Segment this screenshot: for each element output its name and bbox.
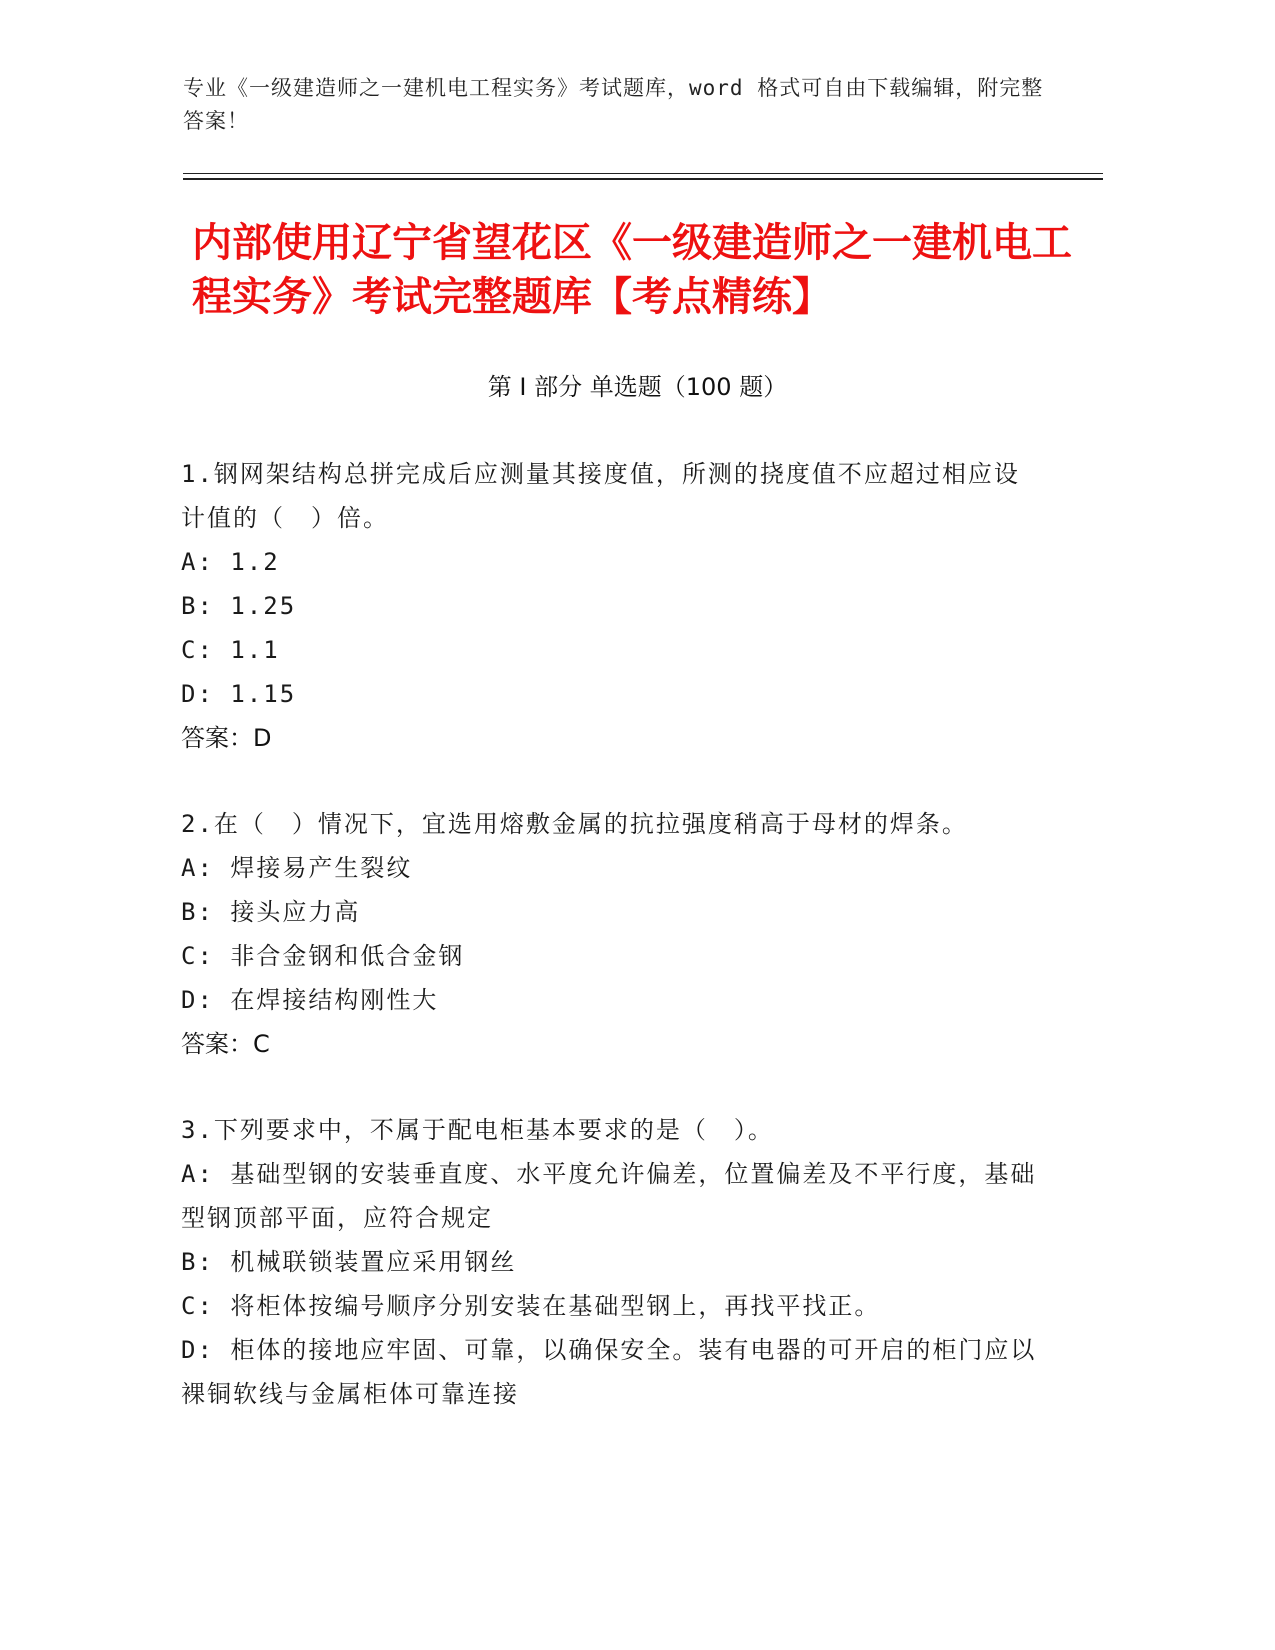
header-divider-thick xyxy=(183,178,1103,180)
option-c: C: 非合金钢和低合金钢 xyxy=(181,942,465,970)
header-note: 专业《一级建造师之一建机电工程实务》考试题库，word 格式可自由下载编辑，附完整答案！ xyxy=(183,76,1044,133)
option-b: B: 机械联锁装置应采用钢丝 xyxy=(181,1248,517,1276)
option-c: C: 将柜体按编号顺序分别安装在基础型钢上，再找平找正。 xyxy=(181,1292,881,1320)
question-list xyxy=(181,452,1041,1458)
option-c: C: 1.1 xyxy=(181,636,280,664)
question-stem: 1.钢网架结构总拼完成后应测量其接度值，所测的挠度值不应超过相应设计值的（ ）倍。 xyxy=(181,460,1020,532)
option-d: D: 柜体的接地应牢固、可靠，以确保安全。装有电器的可开启的柜门应以裸铜软线与金属柜体可靠连接 xyxy=(181,1336,1037,1408)
question-2 xyxy=(181,802,1041,1066)
option-a: A: 焊接易产生裂纹 xyxy=(181,854,413,882)
option-d: D: 在焊接结构刚性大 xyxy=(181,986,439,1014)
option-a: A: 基础型钢的安装垂直度、水平度允许偏差，位置偏差及不平行度，基础型钢顶部平面，应符合规定 xyxy=(181,1160,1037,1232)
question-stem: 2.在（ ）情况下，宜选用熔敷金属的抗拉强度稍高于母材的焊条。 xyxy=(181,810,968,838)
question-1 xyxy=(181,452,1041,760)
option-b: B: 接头应力高 xyxy=(181,898,361,926)
question-3 xyxy=(181,1108,1041,1416)
option-b: B: 1.25 xyxy=(181,592,297,620)
option-d: D: 1.15 xyxy=(181,680,297,708)
document-title: 内部使用辽宁省望花区《一级建造师之一建机电工程实务》考试完整题库【考点精练】 xyxy=(192,220,1072,320)
section-heading: 第 I 部分 单选题（100 题） xyxy=(487,373,788,401)
question-stem: 3.下列要求中，不属于配电柜基本要求的是（ ）。 xyxy=(181,1116,774,1144)
option-a: A: 1.2 xyxy=(181,548,280,576)
answer: 答案：D xyxy=(181,724,272,752)
answer: 答案：C xyxy=(181,1030,270,1058)
header-divider-thin xyxy=(183,173,1103,174)
